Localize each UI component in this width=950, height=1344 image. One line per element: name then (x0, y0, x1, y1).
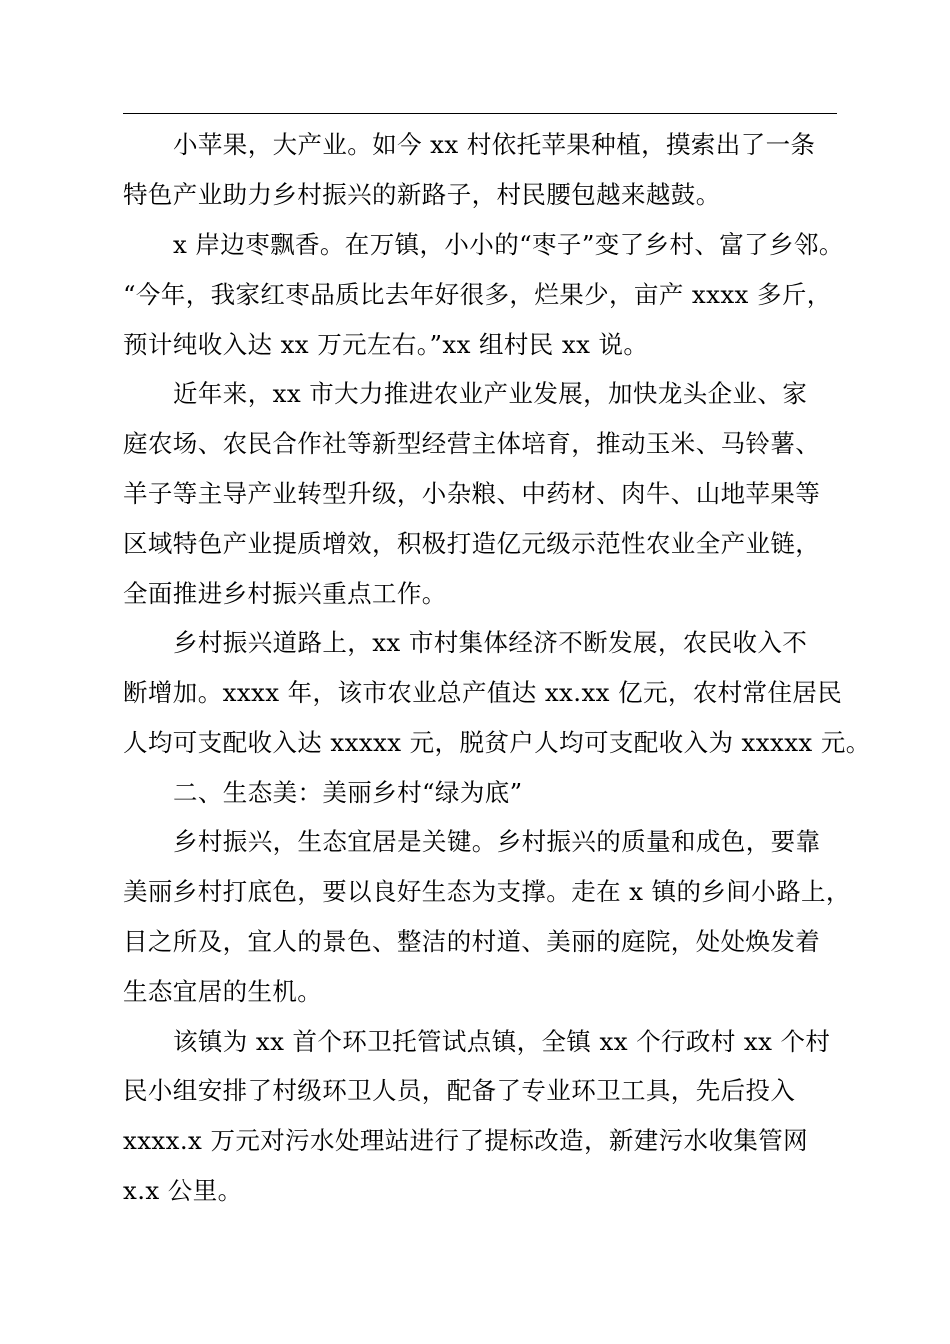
text-line: 该镇为 xx 首个环卫托管试点镇，全镇 xx 个行政村 xx 个村 (173, 1027, 831, 1056)
text-line: 民小组安排了村级环卫人员，配备了专业环卫工具，先后投入 (123, 1076, 796, 1105)
text-line: 小苹果，大产业。如今 xx 村依托苹果种植，摸索出了一条 (173, 130, 816, 159)
text-line: 特色产业助力乡村振兴的新路子，村民腰包越来越鼓。 (123, 180, 721, 209)
text-line: 乡村振兴道路上，xx 市村集体经济不断发展，农民收入不 (173, 628, 808, 657)
text-line: “今年，我家红枣品质比去年好很多，烂果少，亩产 xxxx 多斤， (123, 280, 832, 309)
text-line: 乡村振兴，生态宜居是关键。乡村振兴的质量和成色，要靠 (173, 827, 821, 856)
text-line: 庭农场、农民合作社等新型经营主体培育，推动玉米、马铃薯、 (123, 429, 821, 458)
text-line: 生态宜居的生机。 (123, 977, 323, 1006)
text-line: 近年来，xx 市大力推进农业产业发展，加快龙头企业、家 (173, 379, 808, 408)
section-heading: 二、生态美：美丽乡村“绿为底” (173, 778, 523, 807)
text-line: xxxx.x 万元对污水处理站进行了提标改造，新建污水收集管网 (123, 1126, 809, 1155)
text-line: 断增加。xxxx 年，该市农业总产值达 xx.xx 亿元，农村常住居民 (123, 678, 843, 707)
text-line: 人均可支配收入达 xxxxx 元，脱贫户人均可支配收入为 xxxxx 元。 (123, 728, 871, 757)
text-line: 羊子等主导产业转型升级，小杂粮、中药材、肉牛、山地苹果等 (123, 479, 821, 508)
text-line: 全面推进乡村振兴重点工作。 (123, 579, 447, 608)
text-line: 区域特色产业提质增效，积极打造亿元级示范性农业全产业链， (123, 529, 821, 558)
header-rule (123, 113, 837, 114)
text-line: 预计纯收入达 xx 万元左右。”xx 组村民 xx 说。 (123, 330, 649, 359)
text-line: 目之所及，宜人的景色、整洁的村道、美丽的庭院，处处焕发着 (123, 927, 821, 956)
text-line: x 岸边枣飘香。在万镇，小小的“枣子”变了乡村、富了乡邻。 (173, 230, 844, 259)
text-line: x.x 公里。 (123, 1176, 243, 1205)
text-line: 美丽乡村打底色，要以良好生态为支撑。走在 x 镇的乡间小路上， (123, 877, 851, 906)
